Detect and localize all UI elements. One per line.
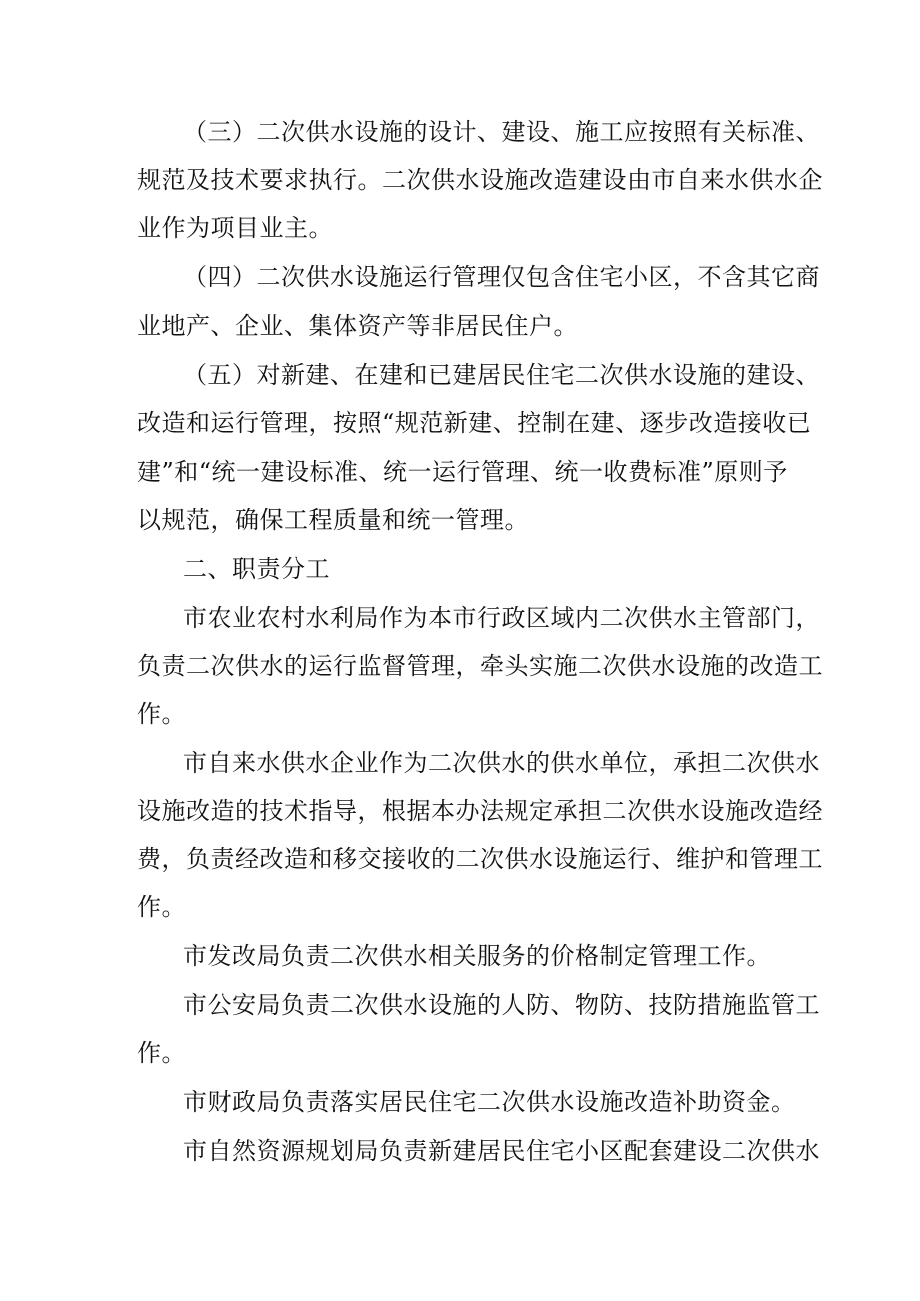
text-line: 市财政局负责落实居民住宅二次供水设施改造补助资金。 bbox=[183, 1088, 796, 1116]
text-line: 市公安局负责二次供水设施的人防、物防、技防措施监管工 bbox=[183, 991, 820, 1019]
text-line: 改造和运行管理，按照“规范新建、控制在建、逐步改造接收已 bbox=[137, 409, 812, 437]
text-line: 作。 bbox=[137, 1039, 186, 1067]
text-line: 市农业农村水利局作为本市行政区域内二次供水主管部门， bbox=[183, 604, 820, 632]
text-line: 作。 bbox=[137, 893, 186, 921]
text-line: 市自来水供水企业作为二次供水的供水单位，承担二次供水 bbox=[183, 749, 820, 777]
text-line: （三）二次供水设施的设计、建设、施工应按照有关标准、 bbox=[183, 118, 820, 146]
section-heading: 二、职责分工 bbox=[183, 555, 330, 583]
text-line: （五）对新建、在建和已建居民住宅二次供水设施的建设、 bbox=[183, 361, 820, 389]
text-line: 设施改造的技术指导，根据本办法规定承担二次供水设施改造经 bbox=[137, 797, 823, 825]
text-line: 以规范，确保工程质量和统一管理。 bbox=[137, 506, 529, 534]
text-line: 规范及技术要求执行。二次供水设施改造建设由市自来水供水企 bbox=[137, 166, 823, 194]
text-line: 费，负责经改造和移交接收的二次供水设施运行、维护和管理工 bbox=[137, 845, 823, 873]
text-line: 业作为项目业主。 bbox=[137, 214, 333, 242]
text-line: 市自然资源规划局负责新建居民住宅小区配套建设二次供水 bbox=[183, 1137, 820, 1165]
text-line: 负责二次供水的运行监督管理，牵头实施二次供水设施的改造工 bbox=[137, 652, 823, 680]
text-line: 市发改局负责二次供水相关服务的价格制定管理工作。 bbox=[183, 942, 771, 970]
text-line: 业地产、企业、集体资产等非居民住户。 bbox=[137, 312, 578, 340]
text-line: 建”和“统一建设标准、统一运行管理、统一收费标准”原则予 bbox=[137, 458, 788, 486]
text-line: （四）二次供水设施运行管理仅包含住宅小区，不含其它商 bbox=[183, 263, 820, 291]
text-line: 作。 bbox=[137, 700, 186, 728]
